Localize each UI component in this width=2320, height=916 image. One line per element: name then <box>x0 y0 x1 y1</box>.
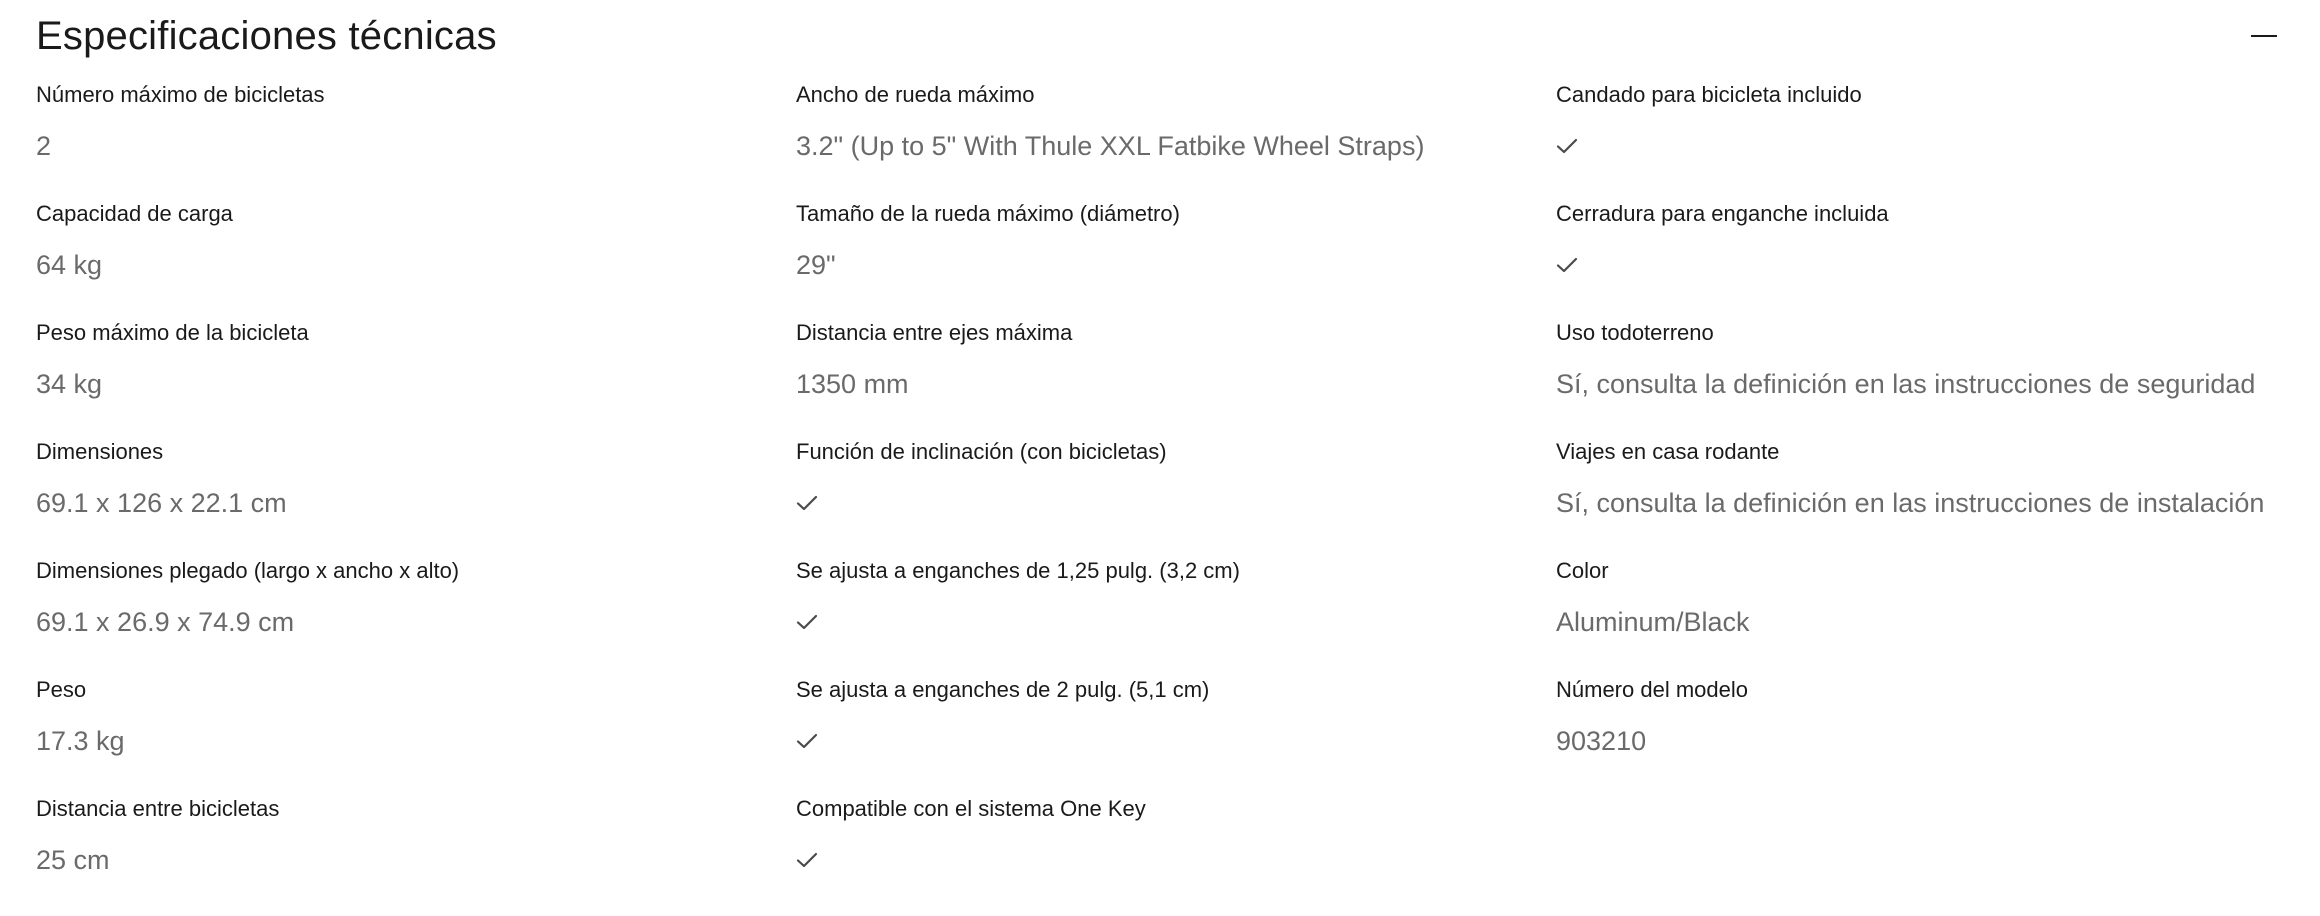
spec-item <box>36 78 796 197</box>
spec-label: Dimensiones plegado (largo x ancho x alto) <box>36 558 460 583</box>
spec-item <box>796 316 1556 435</box>
spec-value: 3.2" (Up to 5" With Thule XXL Fatbike Wheel Straps) <box>796 131 1425 161</box>
spec-label: Tamaño de la rueda máximo (diámetro) <box>796 201 1180 226</box>
spec-column <box>1556 78 2306 911</box>
spec-label: Número máximo de bicicletas <box>36 82 325 107</box>
checkmark-icon <box>796 852 818 868</box>
checkmark-icon <box>796 614 818 630</box>
spec-value: 25 cm <box>36 845 110 875</box>
spec-item <box>796 435 1556 554</box>
spec-item <box>796 78 1556 197</box>
spec-label: Candado para bicicleta incluido <box>1556 82 1862 107</box>
spec-value: 69.1 x 26.9 x 74.9 cm <box>36 607 295 637</box>
spec-value-check <box>1556 247 2306 283</box>
spec-item <box>36 673 796 792</box>
spec-value-check <box>796 723 1556 759</box>
spec-label: Distancia entre bicicletas <box>36 796 280 821</box>
spec-item <box>1556 673 2306 792</box>
spec-label: Peso <box>36 677 87 702</box>
checkmark-icon <box>1556 257 1578 273</box>
spec-value: Aluminum/Black <box>1556 607 1750 637</box>
spec-item <box>1556 435 2306 554</box>
spec-label: Color <box>1556 558 1609 583</box>
spec-value-check <box>796 485 1556 521</box>
spec-item <box>1556 78 2306 197</box>
specs-section-header[interactable] <box>36 6 2284 66</box>
spec-item <box>36 435 796 554</box>
spec-label: Función de inclinación (con bicicletas) <box>796 439 1167 464</box>
spec-value: 29" <box>796 250 836 280</box>
spec-item <box>796 554 1556 673</box>
spec-label: Se ajusta a enganches de 2 pulg. (5,1 cm) <box>796 677 1210 702</box>
spec-item <box>796 197 1556 316</box>
spec-value: 34 kg <box>36 369 103 399</box>
spec-label: Uso todoterreno <box>1556 320 1714 345</box>
spec-value-check <box>796 604 1556 640</box>
spec-value: Sí, consulta la definición en las instrucciones de instalación <box>1556 488 2265 518</box>
checkmark-icon <box>1556 138 1578 154</box>
spec-value-check <box>796 842 1556 878</box>
spec-value: Sí, consulta la definición en las instrucciones de seguridad <box>1556 369 2256 399</box>
spec-label: Número del modelo <box>1556 677 1748 702</box>
spec-label: Cerradura para enganche incluida <box>1556 201 1889 226</box>
section-title: Especificaciones técnicas <box>36 13 497 58</box>
spec-item <box>36 197 796 316</box>
spec-item <box>1556 316 2306 435</box>
spec-value: 64 kg <box>36 250 103 280</box>
spec-value: 1350 mm <box>796 369 909 399</box>
spec-label: Viajes en casa rodante <box>1556 439 1780 464</box>
spec-label: Dimensiones <box>36 439 164 464</box>
spec-value: 17.3 kg <box>36 726 125 756</box>
spec-label: Compatible con el sistema One Key <box>796 796 1146 821</box>
spec-column <box>796 78 1556 911</box>
spec-label: Capacidad de carga <box>36 201 233 226</box>
spec-label: Distancia entre ejes máxima <box>796 320 1073 345</box>
spec-value-check <box>1556 128 2306 164</box>
spec-item <box>36 554 796 673</box>
spec-label: Peso máximo de la bicicleta <box>36 320 309 345</box>
spec-grid <box>36 78 2306 911</box>
spec-item <box>36 316 796 435</box>
spec-label: Se ajusta a enganches de 1,25 pulg. (3,2 cm) <box>796 558 1240 583</box>
spec-item <box>1556 554 2306 673</box>
checkmark-icon <box>796 495 818 511</box>
spec-item <box>796 792 1556 911</box>
spec-value: 2 <box>36 131 52 161</box>
spec-item <box>1556 197 2306 316</box>
minus-icon <box>2251 35 2277 37</box>
spec-label: Ancho de rueda máximo <box>796 82 1035 107</box>
spec-column <box>36 78 796 911</box>
spec-item <box>36 792 796 911</box>
spec-value: 69.1 x 126 x 22.1 cm <box>36 488 287 518</box>
spec-value: 903210 <box>1556 726 1647 756</box>
collapse-button[interactable] <box>2244 16 2284 56</box>
checkmark-icon <box>796 733 818 749</box>
spec-item <box>796 673 1556 792</box>
